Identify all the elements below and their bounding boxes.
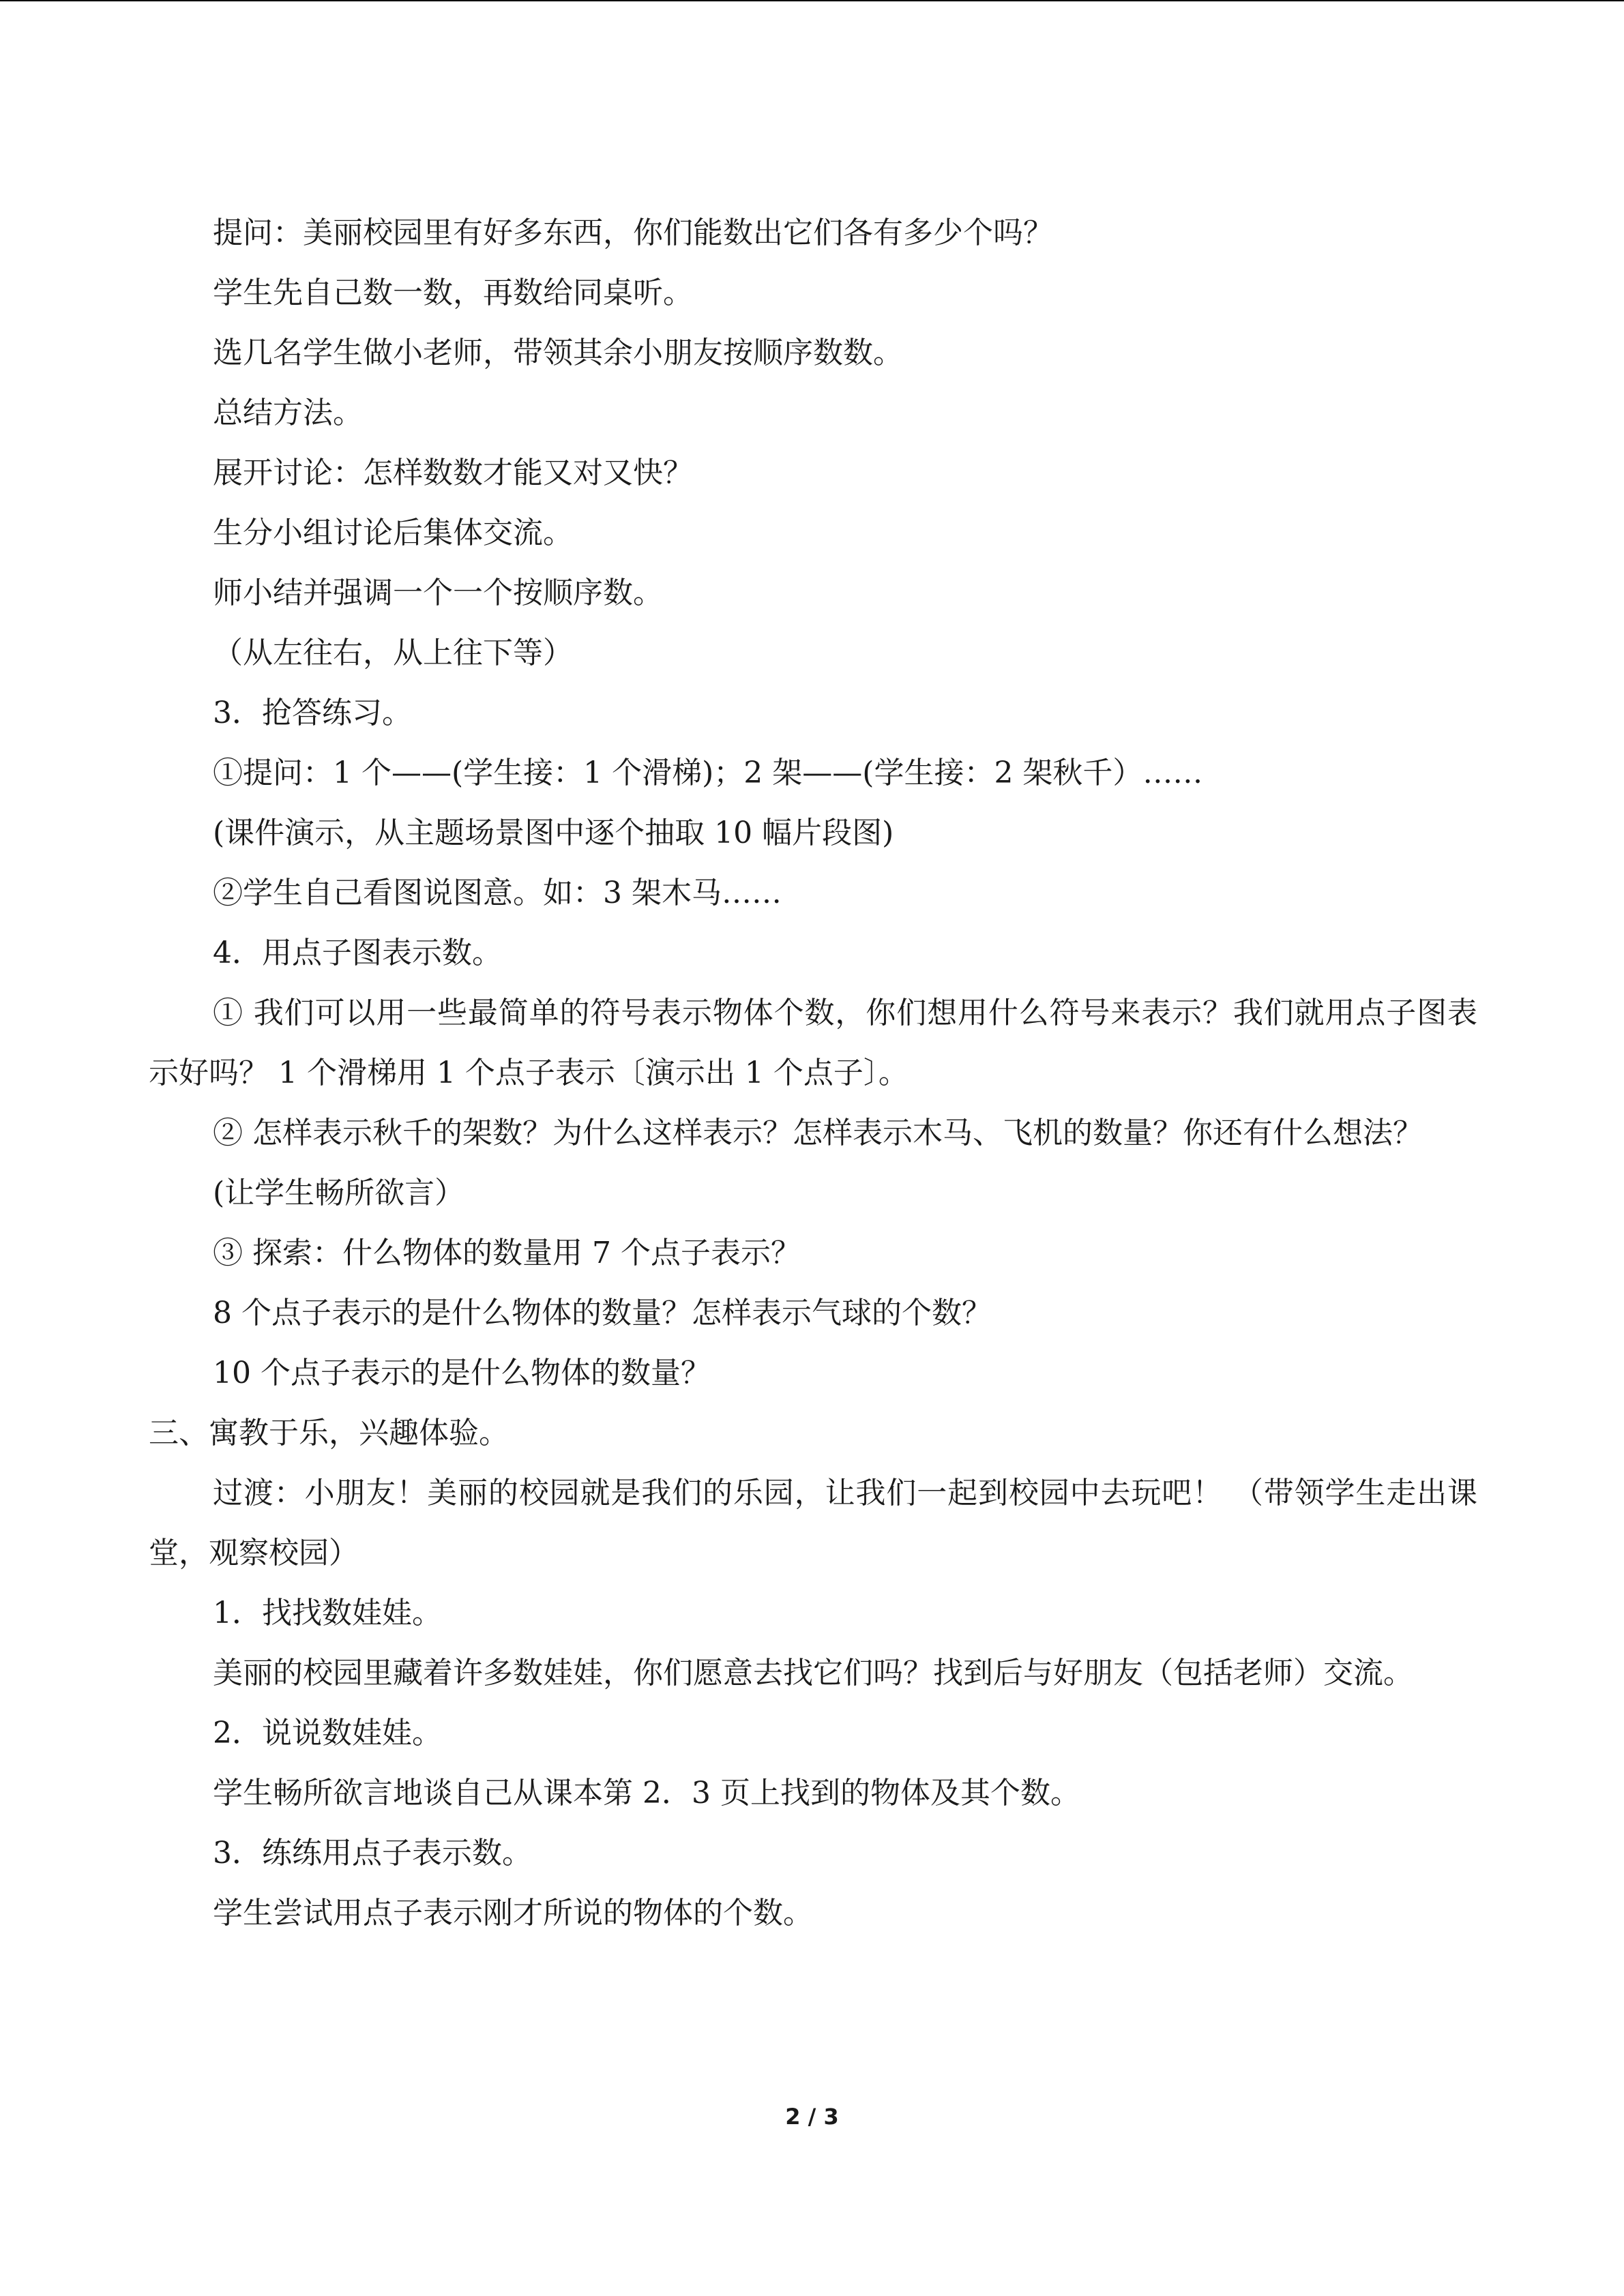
- paragraph: ② 怎样表示秋千的架数？为什么这样表示？怎样表示木马、飞机的数量？你还有什么想法？: [213, 1116, 1423, 1150]
- paragraph: 师小结并强调一个一个按顺序数。: [213, 576, 663, 610]
- paragraph: 过渡：小朋友！美丽的校园就是我们的乐园，让我们一起到校园中去玩吧！ （带领学生走出课堂，观察校园）: [149, 1476, 1477, 1570]
- paragraph: 8 个点子表示的是什么物体的数量？怎样表示气球的个数？: [213, 1296, 992, 1330]
- section-heading: 三、寓教于乐，兴趣体验。: [149, 1416, 509, 1450]
- section-heading: 3．练练用点子表示数。: [213, 1836, 532, 1870]
- page-number: 2 / 3: [785, 2104, 839, 2130]
- paragraph: 展开讨论：怎样数数才能又对又快？: [213, 456, 693, 490]
- paragraph: 美丽的校园里藏着许多数娃娃，你们愿意去找它们吗？找到后与好朋友（包括老师）交流。: [213, 1656, 1413, 1690]
- section-heading: 4．用点子图表示数。: [213, 936, 502, 970]
- paragraph: 提问：美丽校园里有好多东西，你们能数出它们各有多少个吗？: [213, 215, 1053, 250]
- paragraph: ③ 探索：什么物体的数量用 7 个点子表示？: [213, 1236, 801, 1270]
- section-heading: 2．说说数娃娃。: [213, 1716, 442, 1750]
- paragraph: ②学生自己看图说图意。如：3 架木马……: [213, 876, 782, 910]
- paragraph: 学生尝试用点子表示刚才所说的物体的个数。: [213, 1896, 813, 1930]
- paragraph: 生分小组讨论后集体交流。: [213, 516, 573, 550]
- document-body: [149, 203, 1477, 1943]
- paragraph: 总结方法。: [213, 396, 363, 430]
- paragraph: 选几名学生做小老师，带领其余小朋友按顺序数数。: [213, 336, 903, 370]
- section-heading: 1．找找数娃娃。: [213, 1596, 442, 1630]
- paragraph: ①提问：1 个——(学生接：1 个滑梯)；2 架——(学生接：2 架秋千）……: [213, 756, 1203, 790]
- paragraph: 学生畅所欲言地谈自己从课本第 2．3 页上找到的物体及其个数。: [213, 1776, 1080, 1810]
- paragraph: （从左往右，从上往下等）: [213, 636, 573, 670]
- paragraph: 学生先自己数一数，再数给同桌听。: [213, 275, 693, 310]
- paragraph: ① 我们可以用一些最简单的符号表示物体个数，你们想用什么符号来表示？我们就用点子图表示好吗？ 1 个滑梯用 1 个点子表示〔演示出 1 个点子〕。: [149, 996, 1477, 1090]
- paragraph: (课件演示，从主题场景图中逐个抽取 10 幅片段图): [213, 816, 894, 850]
- paragraph: (让学生畅所欲言）: [213, 1176, 465, 1210]
- section-heading: 3．抢答练习。: [213, 696, 412, 730]
- paragraph: 10 个点子表示的是什么物体的数量？: [213, 1356, 711, 1390]
